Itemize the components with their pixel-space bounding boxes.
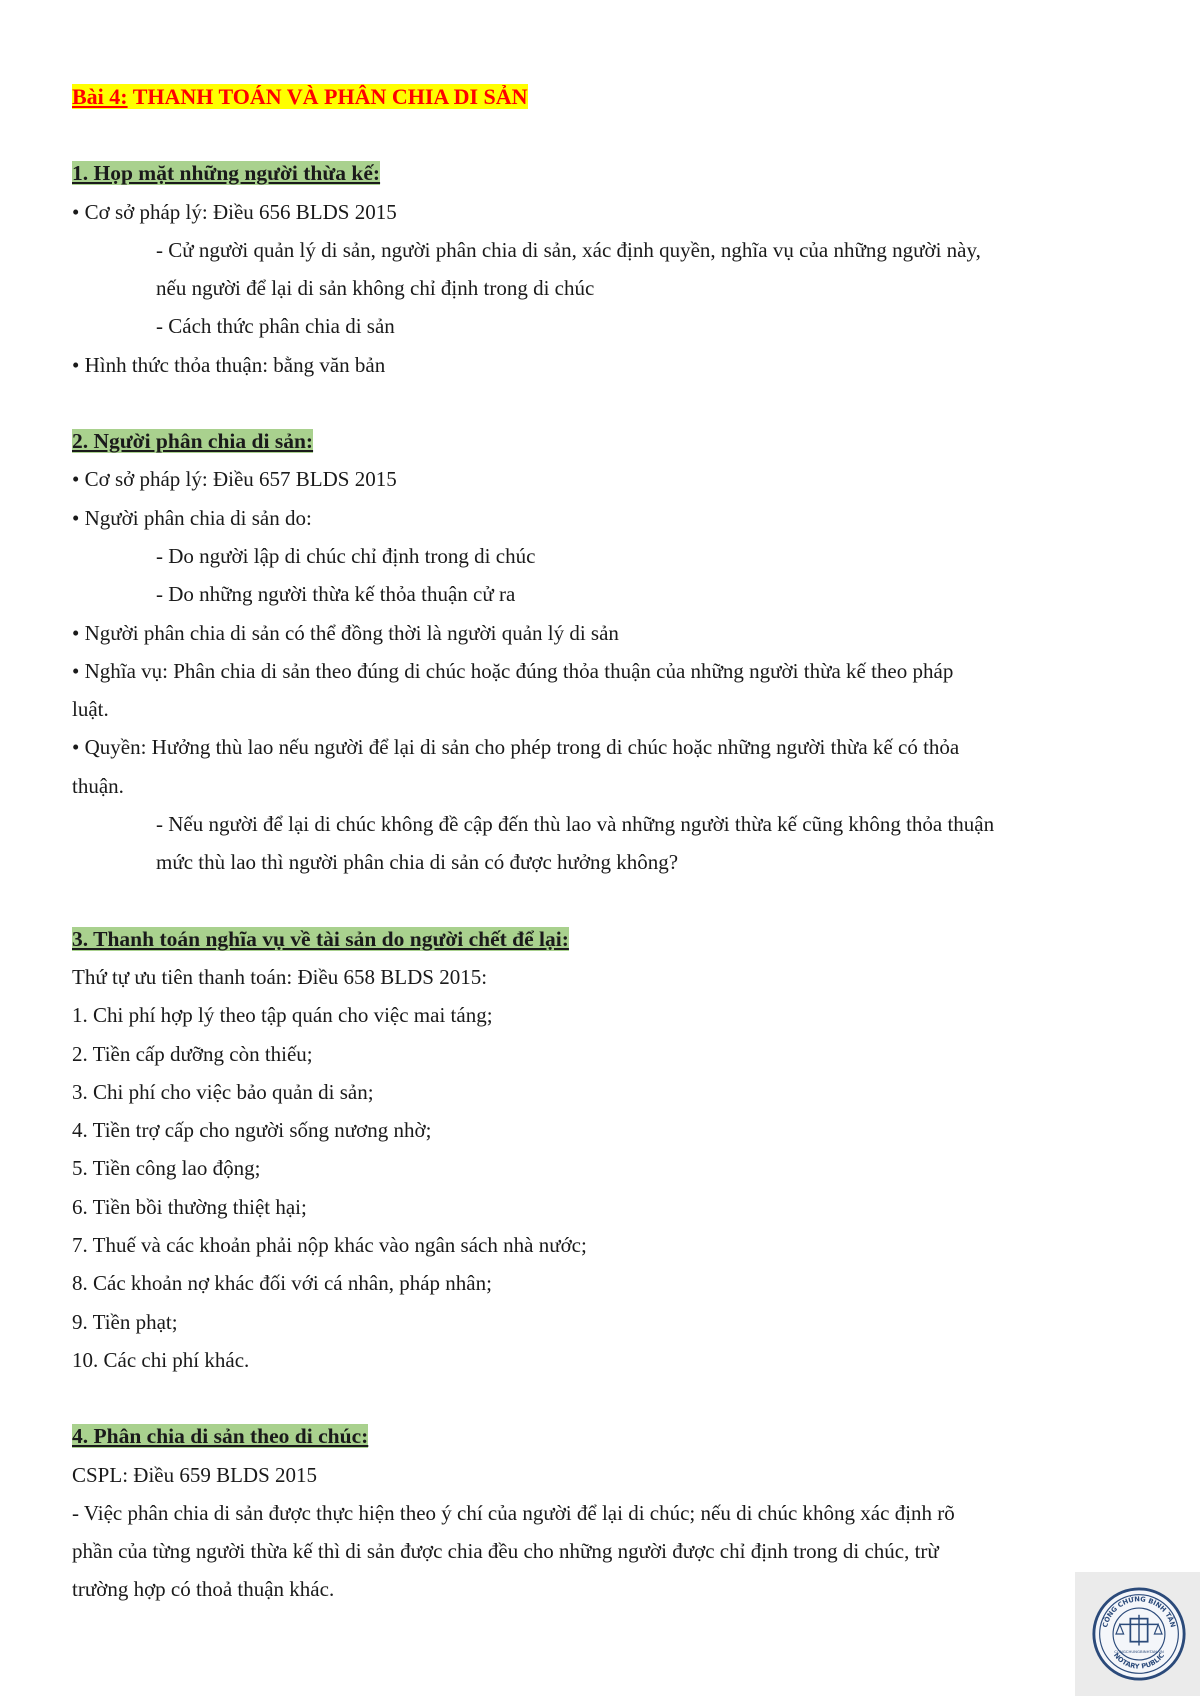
list-item: 5. Tiền công lao động;	[72, 1156, 261, 1181]
list-item: 3. Chi phí cho việc bảo quản di sản;	[72, 1079, 374, 1104]
document-title	[72, 78, 1132, 116]
svg-text:NOTARY PUBLIC: NOTARY PUBLIC	[1111, 1651, 1167, 1671]
section-4-line: trường hợp có thoả thuận khác.	[72, 1577, 335, 1602]
section-1-line: • Hình thức thỏa thuận: bằng văn bản	[72, 352, 386, 377]
section-1-heading: 1. Họp mặt những người thừa kế:	[72, 161, 381, 186]
section-2-line: - Do người lập di chúc chỉ định trong di chúc	[156, 543, 536, 568]
section-3-heading: 3. Thanh toán nghĩa vụ về tài sản do người chết để lại:	[72, 926, 569, 951]
list-item: 10. Các chi phí khác.	[72, 1347, 250, 1372]
section-1-line: - Cách thức phân chia di sản	[156, 314, 395, 339]
section-2-line: - Do những người thừa kế thỏa thuận cử ra	[156, 582, 516, 607]
section-1-line: • Cơ sở pháp lý: Điều 656 BLDS 2015	[72, 199, 397, 224]
list-item: 4. Tiền trợ cấp cho người sống nương nhờ;	[72, 1118, 432, 1143]
list-item: 9. Tiền phạt;	[72, 1309, 178, 1334]
section-2-line: • Nghĩa vụ: Phân chia di sản theo đúng di chúc hoặc đúng thỏa thuận của những người thừa kế theo pháp	[72, 658, 954, 683]
section-3-intro: Thứ tự ưu tiên thanh toán: Điều 658 BLDS 2015:	[72, 964, 488, 989]
section-2-line: - Nếu người để lại di chúc không đề cập đến thù lao và những người thừa kế cũng không thỏa thuận	[156, 812, 995, 837]
section-4-heading: 4. Phân chia di sản theo di chúc:	[72, 1424, 369, 1449]
section-4-line: - Việc phân chia di sản được thực hiện theo ý chí của người để lại di chúc; nếu di chúc không xác định rõ	[72, 1500, 955, 1525]
title-label: Bài 4:	[72, 84, 128, 109]
list-item: 7. Thuế và các khoản phải nộp khác vào ngân sách nhà nước;	[72, 1233, 587, 1258]
svg-text:CÔNG CHỨNG BÌNH TÂN: CÔNG CHỨNG BÌNH TÂN	[1101, 1595, 1177, 1629]
section-2-line: • Người phân chia di sản có thể đồng thời là người quản lý di sản	[72, 620, 619, 645]
list-item: 2. Tiền cấp dưỡng còn thiếu;	[72, 1041, 313, 1066]
section-2-line: mức thù lao thì người phân chia di sản có được hưởng không?	[156, 850, 679, 875]
section-2-heading: 2. Người phân chia di sản:	[72, 429, 314, 454]
section-1-line: - Cử người quản lý di sản, người phân chia di sản, xác định quyền, nghĩa vụ của những người này,	[156, 237, 981, 262]
section-2-line: luật.	[72, 697, 109, 722]
section-2-line: thuận.	[72, 773, 124, 798]
watermark-area	[1075, 1572, 1200, 1696]
notary-seal-icon	[1091, 1586, 1187, 1682]
section-2-line: • Người phân chia di sản do:	[72, 505, 312, 530]
section-4-line: CSPL: Điều 659 BLDS 2015	[72, 1462, 318, 1487]
list-item: 6. Tiền bồi thường thiệt hại;	[72, 1194, 307, 1219]
section-1-line: nếu người để lại di sản không chỉ định trong di chúc	[156, 276, 595, 301]
section-2-line: • Quyền: Hưởng thù lao nếu người để lại di sản cho phép trong di chúc hoặc những người thừa kế có thỏa	[72, 735, 960, 760]
section-4-line: phần của từng người thừa kế thì di sản được chia đều cho những người được chỉ định trong di chúc, trừ	[72, 1539, 939, 1564]
svg-text:CONGCHUNGBINHTAN.VN: CONGCHUNGBINHTAN.VN	[1114, 1649, 1164, 1655]
section-2-line: • Cơ sở pháp lý: Điều 657 BLDS 2015	[72, 467, 397, 492]
list-item: 1. Chi phí hợp lý theo tập quán cho việc mai táng;	[72, 1003, 493, 1028]
title-text: THANH TOÁN VÀ PHÂN CHIA DI SẢN	[127, 84, 528, 109]
list-item: 8. Các khoản nợ khác đối với cá nhân, pháp nhân;	[72, 1271, 492, 1296]
document-page	[72, 78, 1132, 1609]
